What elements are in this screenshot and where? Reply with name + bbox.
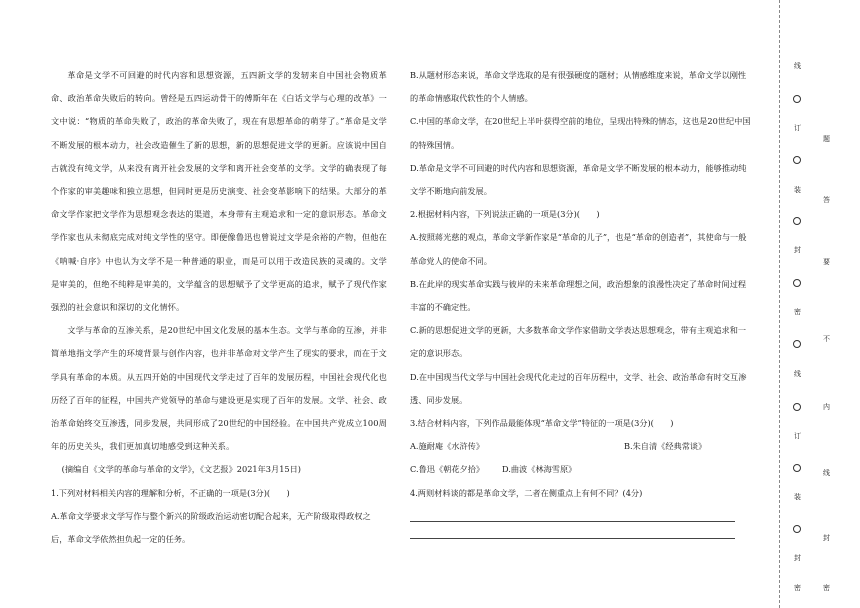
binding-mark: 订 (794, 432, 801, 440)
question-3-option-a: A.施耐庵《水浒传》 (410, 441, 485, 452)
question-3-option-c: C.鲁迅《朝花夕拾》 (410, 464, 485, 475)
binding-margin (788, 0, 848, 608)
binding-mark: 线 (794, 370, 801, 378)
question-1-stem: 1.下列对材料相关内容的理解和分析，不正确的一项是(3分)( ) (51, 487, 290, 498)
binding-hole-icon (793, 403, 801, 411)
binding-mark: 密 (794, 308, 801, 316)
binding-hole-icon (793, 340, 801, 348)
passage-source: (摘编自《文学的革命与革命的文学》，《文艺报》2021年3月15日) (61, 464, 301, 475)
binding-mark: 不 (823, 335, 830, 343)
binding-mark: 答 (823, 196, 830, 204)
question-2-option-b: B.在此岸的现实革命实践与彼岸的未来革命理想之间，政治想象的浪漫性决定了革命时间过程丰富的不确定性。 (410, 278, 747, 313)
question-1-option-a-line-2: 后，革命文学依然担负起一定的任务。 (51, 534, 191, 545)
question-3-options-row-2 (410, 458, 752, 481)
binding-mark: 内 (823, 403, 830, 411)
question-3-stem: 3.结合材料内容，下列作品最能体现“革命文学”特征的一项是(3分)( ) (410, 418, 674, 429)
question-2-option-a: A.按照蒋光慈的观点，革命文学新作家是“革命的儿子”，也是“革命的创造者”，其使命与一般革命党人的使命不同。 (410, 232, 747, 266)
binding-mark: 线 (823, 469, 830, 477)
binding-mark: 装 (794, 186, 801, 194)
binding-mark: 封 (823, 534, 830, 542)
binding-mark: 要 (823, 258, 830, 266)
left-column (51, 64, 387, 551)
binding-mark: 订 (794, 124, 801, 132)
binding-mark: 线 (794, 62, 801, 70)
question-1-option-b: B.从题材形态来说，革命文学选取的是有很强硬度的题材；从情感维度来说，革命文学以刚性的革命情感取代软性的个人情感。 (410, 70, 747, 104)
answer-line-1[interactable] (410, 505, 735, 522)
question-1-option-d: D.革命是文学不可回避的时代内容和思想资源，革命是文学不断发展的根本动力，能够推动纯文学不断地向前发展。 (410, 162, 747, 197)
question-2-option-d: D.在中国现当代文学与中国社会现代化走过的百年历程中，文学、社会、政治革命有时交互渗透、同步发展。 (410, 371, 747, 405)
binding-mark: 密 (794, 584, 801, 592)
right-column (410, 64, 752, 539)
question-2-option-c: C.新的思想促进文学的更新，大多数革命文学作家借助文学表达思想观念，带有主观追求和一定的意识形态。 (410, 325, 747, 359)
passage-paragraph-2: 文学与革命的互渗关系，是20世纪中国文化发展的基本生态。文学与革命的互渗，并非简单地指文学产生的环境背景与创作内容，也并非革命对文学产生了现实的要求，而在于文学具有革命的本质。从五四开始的中国现代文学走过了百年的发展历程，中国社会现代化也历经了百年的征程，中国共产党领导的革命与建设更是实现了百年的发展。文学、社会、政治革命始终交互渗透，同步发展，共同形成了20世纪的中国经验。在中国共产党成立100周年的历史关头，我们更加真切地感受到这种关系。 (51, 325, 387, 452)
passage-paragraph-1: 革命是文学不可回避的时代内容和思想资源，五四新文学的发轫来自中国社会物质革命、政治革命失败后的转向。曾经是五四运动骨干的傅斯年在《白话文学与心理的改革》一文中说：“物质的革命失败了，政治的革命失败了，现在有思想革命的萌芽了。”革命是文学不断发展的根本动力，社会改造催生了新的思想，新的思想促进文学的更新。应该说中国自古就没有纯文学，从来没有离开社会发展的文学和离开社会变革的文学。文学的确表现了每个作家的审美趣味和独立思想，但同时更是历史演变、社会变革影响下的结果。大部分的革命文学作家把文学作为思想观念表达的渠道，本身带有主观追求和一定的意识形态。革命文学作家也从未彻底完成对纯文学性的坚守。即便像鲁迅也曾说过文学是余裕的产物，但他在《呐喊·自序》中也认为文学不是一种普通的职业，而是可以用于改造民族的灵魂的。文学是审美的，但绝不纯粹是审美的，文学蕴含的思想赋予了文学更高的追求，赋予了现代作家强烈的社会意识和深切的文化情怀。 (51, 70, 387, 313)
binding-hole-icon (793, 217, 801, 225)
binding-hole-icon (793, 279, 801, 287)
binding-mark: 封 (794, 246, 801, 254)
question-3-option-b: B.朱自清《经典常谈》 (624, 441, 707, 452)
binding-mark: 封 (794, 554, 801, 562)
answer-line-2[interactable] (410, 522, 735, 539)
binding-mark: 题 (823, 135, 830, 143)
binding-mark: 装 (794, 493, 801, 501)
question-4-stem: 4.两则材料谈的都是革命文学，二者在侧重点上有何不同？(4分) (410, 487, 643, 498)
binding-hole-icon (793, 156, 801, 164)
question-3-options-row-1 (410, 435, 752, 458)
question-2-stem: 2.根据材料内容，下列说法正确的一项是(3分)( ) (410, 209, 600, 220)
question-1-option-c: C.中国的革命文学，在20世纪上半叶获得空前的地位，呈现出特殊的情态，这也是20世纪中国的特殊国情。 (410, 116, 751, 150)
binding-hole-icon (793, 95, 801, 103)
question-3-option-d: D.曲波《林海雪原》 (502, 464, 577, 475)
binding-hole-icon (793, 464, 801, 472)
question-1-option-a-line-1: A.革命文学要求文学写作与整个新兴的阶级政治运动密切配合起来，无产阶级取得政权之 (51, 510, 371, 521)
binding-hole-icon (793, 525, 801, 533)
binding-dashed-line (779, 0, 780, 608)
binding-mark: 密 (823, 584, 830, 592)
